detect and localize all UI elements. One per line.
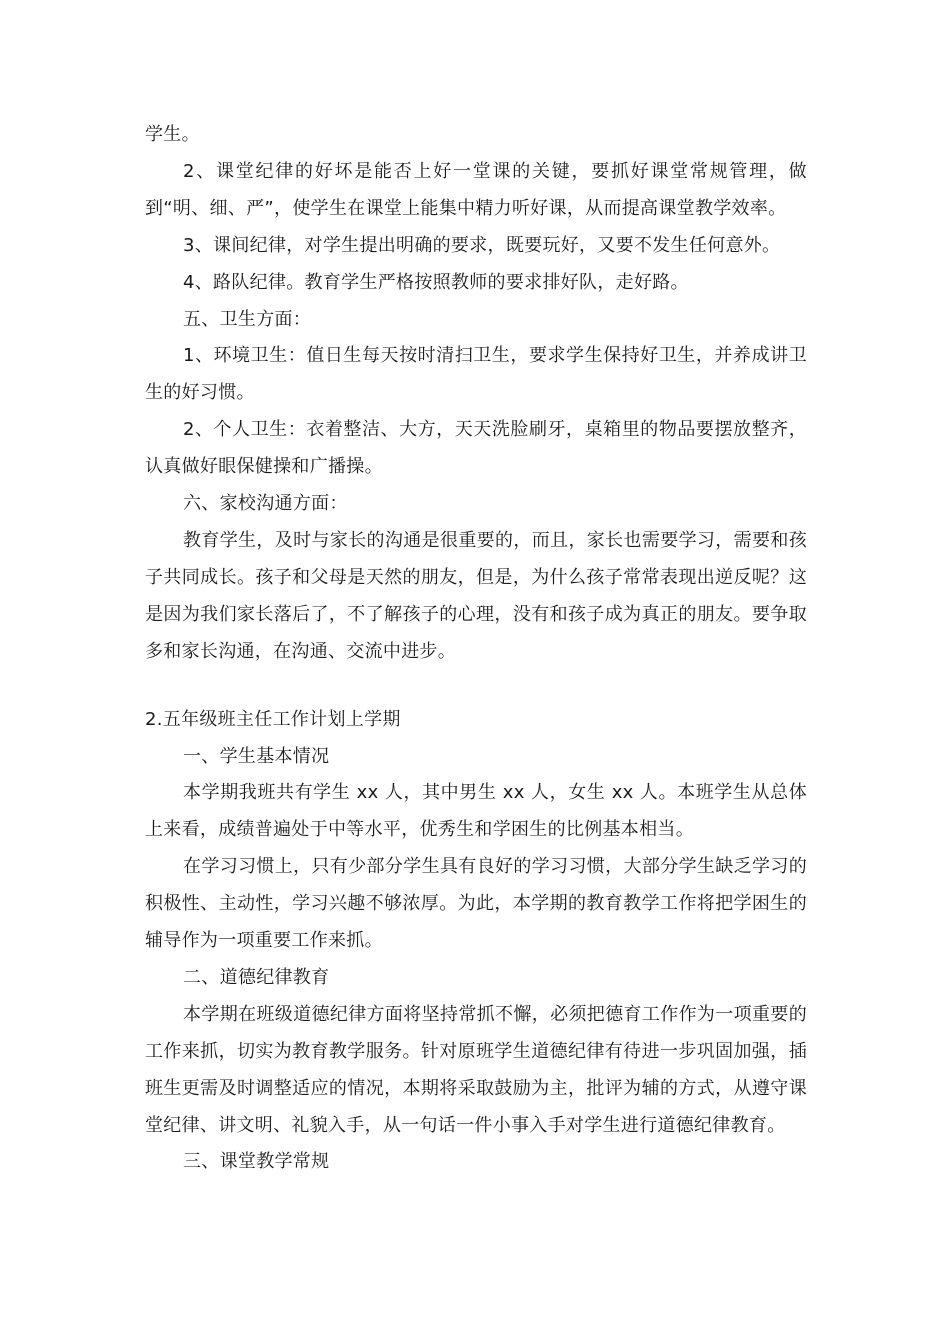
paragraph: 1、环境卫生：值日生每天按时清扫卫生，要求学生保持好卫生，并养成讲卫生的好习惯。 xyxy=(145,345,807,404)
paragraph: 2、个人卫生：衣着整洁、大方，天天洗脸刷牙，桌箱里的物品要摆放整齐，认真做好眼保健操和广播操。 xyxy=(145,419,807,478)
paragraph: 本学期我班共有学生 xx 人，其中男生 xx 人，女生 xx 人。本班学生从总体上来看，成绩普遍处于中等水平，优秀生和学困生的比例基本相当。 xyxy=(145,782,807,841)
paragraph: 2、课堂纪律的好坏是能否上好一堂课的关键，要抓好课堂常规管理，做到“明、细、严”，使学生在课堂上能集中精力听好课，从而提高课堂教学效率。 xyxy=(145,160,807,219)
section-heading: 一、学生基本情况 xyxy=(183,745,330,767)
section-title: 2.五年级班主任工作计划上学期 xyxy=(145,708,401,730)
paragraph: 在学习习惯上，只有少部分学生具有良好的学习习惯，大部分学生缺乏学习的积极性、主动性，学习兴趣不够浓厚。为此，本学期的教育教学工作将把学困生的辅导作为一项重要工作来抓。 xyxy=(145,856,807,952)
paragraph: 学生。 xyxy=(145,124,200,145)
paragraph: 本学期在班级道德纪律方面将坚持常抓不懈，必须把德育工作作为一项重要的工作来抓，切实为教育教学服务。针对原班学生道德纪律有待进一步巩固加强，插班生更需及时调整适应的情况，本期将采取鼓励为主，批评为辅的方式，从遵守课堂纪律、讲文明、礼貌入手，从一句话一件小事入手对学生进行道德纪律教育。 xyxy=(145,1003,807,1136)
document-body xyxy=(145,117,807,1181)
paragraph: 3、课间纪律，对学生提出明确的要求，既要玩好，又要不发生任何意外。 xyxy=(183,234,781,256)
section-heading: 二、道德纪律教育 xyxy=(183,966,330,988)
section-heading: 五、卫生方面： xyxy=(183,308,312,330)
paragraph-group-top xyxy=(145,117,807,671)
section-heading: 六、家校沟通方面： xyxy=(183,493,348,515)
paragraph: 教育学生，及时与家长的沟通是很重要的，而且，家长也需要学习，需要和孩子共同成长。孩子和父母是天然的朋友，但是，为什么孩子常常表现出逆反呢？这是因为我们家长落后了，不了解孩子的心理，没有和孩子成为真正的朋友。要争取多和家长沟通，在沟通、交流中进步。 xyxy=(145,529,807,662)
paragraph-group-bottom xyxy=(145,739,807,1182)
paragraph: 4、路队纪律。教育学生严格按照教师的要求排好队，走好路。 xyxy=(183,271,689,293)
paragraph-spacer xyxy=(145,671,807,702)
section-heading: 三、课堂教学常规 xyxy=(183,1151,330,1173)
